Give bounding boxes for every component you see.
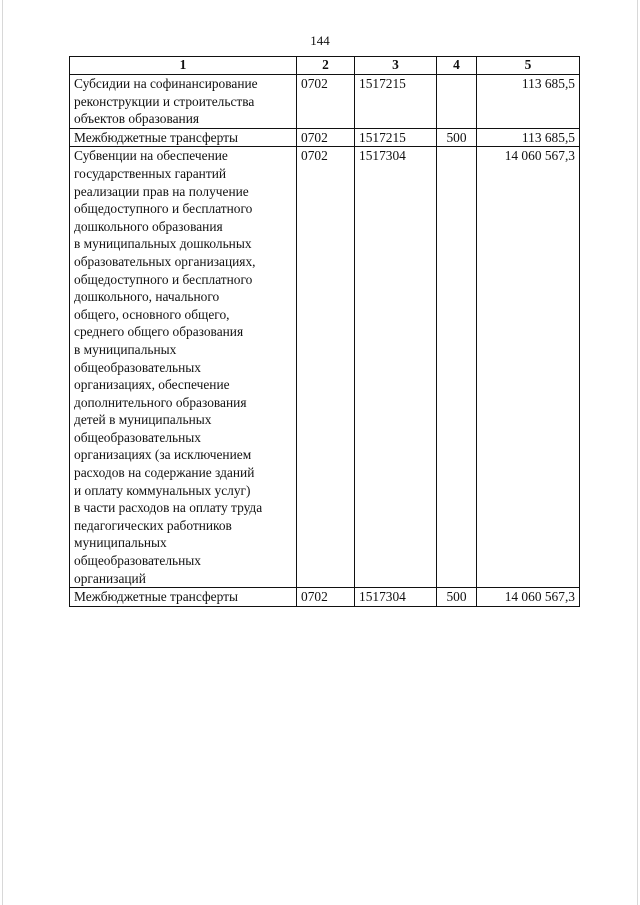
row-code: 1517304 [355, 588, 437, 607]
budget-table [69, 56, 580, 607]
header-col-1: 1 [70, 57, 297, 75]
scan-edge-left [2, 0, 3, 905]
row-sum: 14 060 567,3 [477, 147, 580, 588]
header-col-3: 3 [355, 57, 437, 75]
row-section: 0702 [297, 128, 355, 147]
row-code: 1517304 [355, 147, 437, 588]
row-sum: 113 685,5 [477, 128, 580, 147]
row-type [437, 147, 477, 588]
row-section: 0702 [297, 75, 355, 129]
table-row [70, 128, 580, 147]
header-col-2: 2 [297, 57, 355, 75]
row-sum: 113 685,5 [477, 75, 580, 129]
page-number: 144 [310, 33, 330, 48]
row-name: Субвенции на обеспечение государственных гарантий реализации прав на получение общедоступного и бесплатного дошкольного образования в муниципальных дошкольных образовательных организациях, общедоступного и бесплатного дошкольного, начального общего, основного общего, среднего общего образования в муниципальных общеобразовательных организациях, обеспечение дополнительного образования детей в муниципальных общеобразовательных организациях (за исключением расходов на содержание зданий и оплату коммунальных услуг) в части расходов на оплату труда педагогических работников муниципальных общеобразовательных организаций [70, 147, 297, 588]
row-type: 500 [437, 128, 477, 147]
row-type: 500 [437, 588, 477, 607]
row-name: Субсидии на софинансирование реконструкции и строительства объектов образования [70, 75, 297, 129]
row-type [437, 75, 477, 129]
row-code: 1517215 [355, 128, 437, 147]
row-code: 1517215 [355, 75, 437, 129]
row-name: Межбюджетные трансферты [70, 588, 297, 607]
row-sum: 14 060 567,3 [477, 588, 580, 607]
table-row [70, 147, 580, 588]
row-section: 0702 [297, 147, 355, 588]
scan-edge-right [637, 0, 638, 905]
table-row [70, 588, 580, 607]
header-col-5: 5 [477, 57, 580, 75]
row-name: Межбюджетные трансферты [70, 128, 297, 147]
row-section: 0702 [297, 588, 355, 607]
header-col-4: 4 [437, 57, 477, 75]
table-row [70, 75, 580, 129]
table-header-row [70, 57, 580, 75]
